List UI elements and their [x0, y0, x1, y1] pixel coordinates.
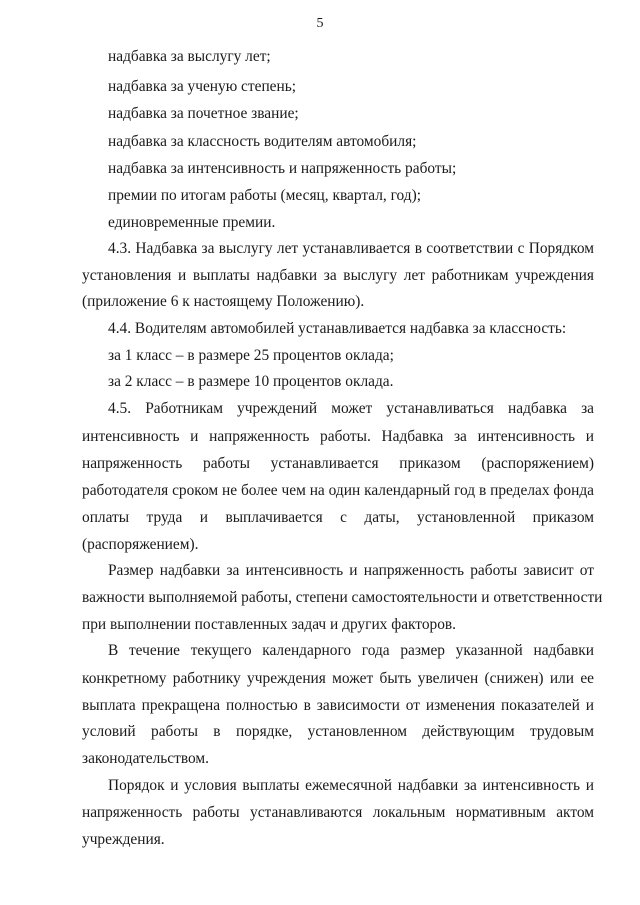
paragraph-4-4-line: за 2 класс – в размере 10 процентов оклада. [108, 373, 394, 390]
paragraph-order-line: Порядок и условия выплаты ежемесячной надбавки за интенсивность и [108, 777, 594, 794]
paragraph-during-line: законодательством. [82, 750, 210, 767]
list-item: премии по итогам работы (месяц, квартал, год); [108, 187, 422, 204]
paragraph-4-5-line: (распоряжением). [82, 536, 199, 553]
paragraph-4-5-line: напряженность работы устанавливается приказом (распоряжением) [82, 455, 594, 472]
list-item: надбавка за классность водителям автомобиля; [108, 133, 417, 150]
list-item: надбавка за почетное звание; [108, 105, 299, 122]
paragraph-during-line: В течение текущего календарного года размер указанной надбавки [108, 642, 594, 659]
list-item: надбавка за интенсивность и напряженность работы; [108, 160, 457, 177]
paragraph-4-4-line: 4.4. Водителям автомобилей устанавливается надбавка за классность: [108, 320, 567, 337]
paragraph-4-5-line: работодателя сроком не более чем на один календарный год в пределах фонда [82, 482, 594, 499]
paragraph-order-line: учреждения. [82, 831, 165, 848]
paragraph-4-5-line: интенсивность и напряженность работы. Надбавка за интенсивность и [82, 428, 594, 445]
list-item: надбавка за ученую степень; [108, 78, 297, 95]
list-item: надбавка за выслугу лет; [108, 48, 271, 65]
paragraph-4-3-line: (приложение 6 к настоящему Положению). [82, 293, 365, 310]
paragraph-4-5-line: оплаты труда и выплачивается с даты, установленной приказом [82, 509, 594, 526]
paragraph-size-line: при выполнении поставленных задач и других факторов. [82, 616, 457, 633]
paragraph-4-4-line: за 1 класс – в размере 25 процентов оклада; [108, 347, 394, 364]
paragraph-size-line: важности выполняемой работы, степени самостоятельности и ответственности [82, 589, 603, 606]
paragraph-4-5-line: 4.5. Работникам учреждений может устанавливаться надбавка за [108, 400, 594, 417]
page-number: 5 [316, 16, 324, 31]
paragraph-4-3-line: 4.3. Надбавка за выслугу лет устанавливается в соответствии с Порядком [108, 240, 594, 257]
paragraph-order-line: напряженность работы устанавливаются локальным нормативным актом [82, 804, 594, 821]
paragraph-4-3-line: установления и выплаты надбавки за выслугу лет работникам учреждения [82, 267, 594, 284]
paragraph-during-line: условий работы в порядке, установленном действующим трудовым [82, 723, 594, 740]
paragraph-during-line: выплата прекращена полностью в зависимости от изменения показателей и [82, 697, 594, 714]
paragraph-during-line: конкретному работнику учреждения может быть увеличен (снижен) или ее [82, 670, 594, 687]
list-item: единовременные премии. [108, 214, 276, 231]
paragraph-size-line: Размер надбавки за интенсивность и напряженность работы зависит от [108, 562, 594, 579]
